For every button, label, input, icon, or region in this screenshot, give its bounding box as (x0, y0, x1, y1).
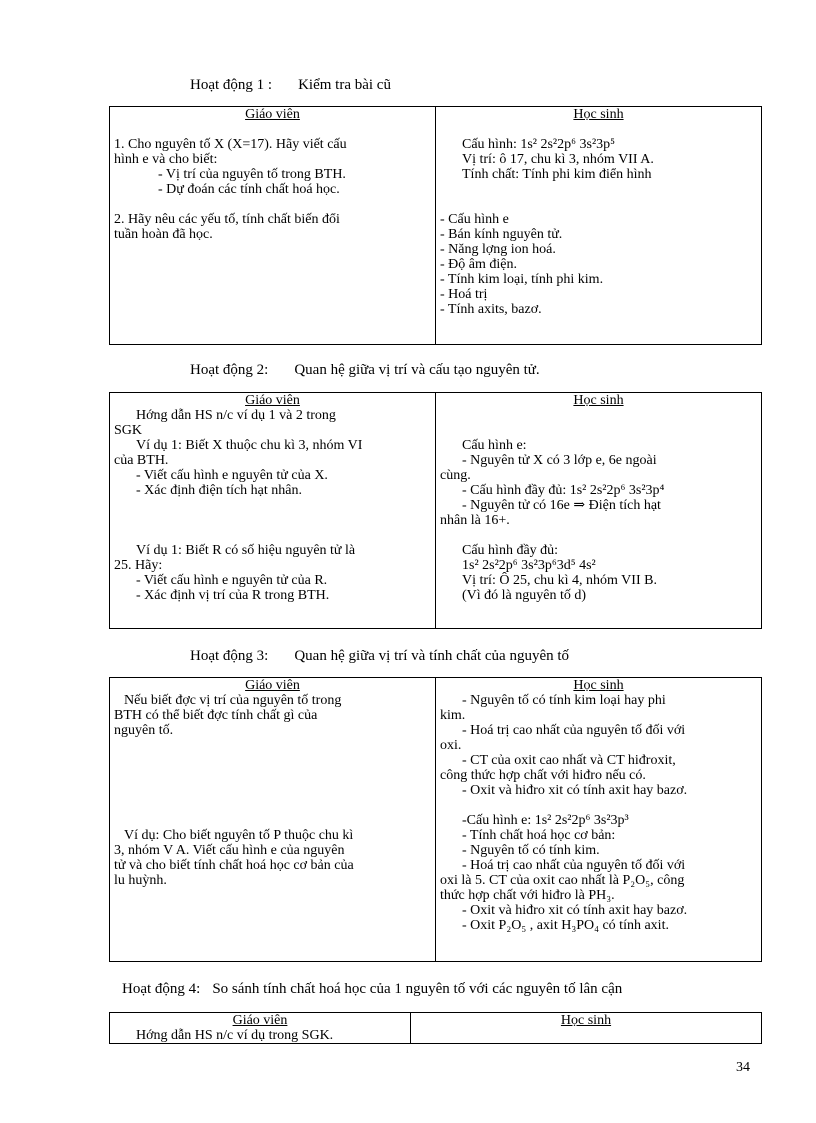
text-line: oxi. (440, 738, 462, 753)
text-line: - Oxit và hiđro xit có tính axit hay bazơ. (462, 783, 688, 798)
text-line: - Dự đoán các tính chất hoá học. (158, 182, 340, 197)
text-line: oxi là 5. CT của oxit cao nhất là P₂O₅, công (440, 873, 685, 888)
text-line: -Cấu hình e: 1s² 2s²2p⁶ 3s²3p³ (462, 813, 629, 828)
text-line: Tính chất: Tính phi kim điển hình (462, 167, 652, 182)
teacher-column (110, 1013, 411, 1044)
teacher-column (110, 393, 436, 629)
activity-2-heading (190, 362, 540, 379)
student-header: Học sinh (573, 107, 624, 122)
activity-3-heading (190, 648, 569, 665)
text-line: - Nguyên tử X có 3 lớp e, 6e ngoài (462, 453, 657, 468)
text-line: - Viết cấu hình e nguyên tử của R. (136, 573, 328, 588)
activity-2-table (109, 392, 762, 629)
text-line: của BTH. (114, 453, 169, 468)
teacher-column (110, 678, 436, 962)
page-number: 34 (736, 1060, 750, 1075)
student-header: Học sinh (560, 1013, 612, 1028)
text-line: Cấu hình e: (462, 438, 527, 453)
text-line: Vị trí: ô 17, chu kì 3, nhóm VII A. (462, 152, 654, 167)
activity-3-table (109, 677, 762, 962)
text-line: - Nguyên tử có 16e ⇒ Điện tích hạt (462, 498, 661, 513)
text-line: 3, nhóm V A. Viết cấu hình e của nguyên (114, 843, 345, 858)
activity-4-table (109, 1012, 762, 1044)
text-line: 1. Cho nguyên tố X (X=17). Hãy viết cấu (114, 137, 347, 152)
text-line: 25. Hãy: (114, 558, 163, 573)
teacher-header: Giáo viên (245, 393, 300, 408)
text-line: công thức hợp chất với hiđro nếu có. (440, 768, 646, 783)
text-line: - Nguyên tố có tính kim loại hay phi (462, 693, 666, 708)
activity-1-title: Kiểm tra bài cũ (298, 77, 391, 93)
student-header: Học sinh (573, 393, 624, 408)
activity-4-title: So sánh tính chất hoá học của 1 nguyên tố với các nguyên tố lân cận (212, 981, 623, 997)
text-line: tuần hoàn đã học. (114, 227, 213, 242)
activity-1-heading (190, 77, 391, 94)
text-line: - Hoá trị (440, 287, 488, 302)
text-line: Nếu biết đợc vị trí của nguyên tố trong (124, 693, 342, 708)
text-line: lu huỳnh. (114, 873, 167, 888)
text-line: - Xác định điện tích hạt nhân. (136, 483, 303, 498)
text-line: 2. Hãy nêu các yếu tố, tính chất biến đổi (114, 212, 340, 227)
text-line: BTH có thể biết đợc tính chất gì của (114, 708, 318, 723)
text-line: thức hợp chất với hiđro là PH₃. (440, 888, 615, 903)
text-line: - Bán kính nguyên tử. (440, 227, 563, 242)
text-line: kim. (440, 708, 466, 723)
text-line: 1s² 2s²2p⁶ 3s²3p⁶3d⁵ 4s² (462, 558, 596, 573)
text-line: - Cấu hình e (440, 212, 509, 227)
text-line: - Oxit và hiđro xit có tính axit hay bazơ. (462, 903, 688, 918)
teacher-header: Giáo viên (245, 107, 300, 122)
activity-4-heading (122, 981, 622, 998)
teacher-header: Giáo viên (245, 678, 300, 693)
text-line: Ví dụ 1: Biết R có số hiệu nguyên tử là (136, 543, 356, 558)
text-line: hình e và cho biết: (114, 152, 218, 167)
text-line: - Vị trí của nguyên tố trong BTH. (158, 167, 346, 182)
text-line: Hớng dẫn HS n/c ví dụ trong SGK. (136, 1028, 334, 1043)
text-line: - Nguyên tố có tính kim. (462, 843, 600, 858)
text-line: cùng. (440, 468, 471, 483)
text-line: - Tính axits, bazơ. (440, 302, 542, 317)
student-header: Học sinh (573, 678, 624, 693)
text-line: - Hoá trị cao nhất của nguyên tố đối với (462, 723, 686, 738)
text-line: - Oxit P₂O₅ , axit H₃PO₄ có tính axit. (462, 918, 669, 933)
student-column (436, 678, 762, 962)
teacher-column (110, 107, 436, 345)
text-line: - CT của oxit cao nhất và CT hiđroxit, (462, 753, 676, 768)
student-column (411, 1013, 762, 1044)
text-line: - Cấu hình đầy đủ: 1s² 2s²2p⁶ 3s²3p⁴ (462, 483, 665, 498)
student-column (436, 107, 762, 345)
activity-4-label: Hoạt động 4: (122, 981, 201, 997)
text-line: - Tính chất hoá học cơ bản: (462, 828, 616, 843)
activity-1-label: Hoạt động 1 : (190, 77, 273, 93)
text-line: Ví dụ 1: Biết X thuộc chu kì 3, nhóm VI (136, 438, 363, 453)
activity-1-table (109, 106, 762, 345)
text-line: tử và cho biết tính chất hoá học cơ bản của (114, 858, 354, 873)
text-line: - Viết cấu hình e nguyên tử của X. (136, 468, 328, 483)
activity-3-label: Hoạt động 3: (190, 648, 269, 664)
student-column (436, 393, 762, 629)
text-line: - Độ âm điện. (440, 257, 517, 272)
teacher-header: Giáo viên (232, 1013, 288, 1028)
text-line: Hớng dẫn HS n/c ví dụ 1 và 2 trong (136, 408, 336, 423)
activity-2-title: Quan hệ giữa vị trí và cấu tạo nguyên tử. (294, 362, 540, 378)
text-line: - Xác định vị trí của R trong BTH. (136, 588, 330, 603)
text-line: nhân là 16+. (440, 513, 510, 528)
text-line: (Vì đó là nguyên tố d) (462, 588, 587, 603)
text-line: - Năng lợng ion hoá. (440, 242, 556, 257)
text-line: Vị trí: Ô 25, chu kì 4, nhóm VII B. (462, 573, 657, 588)
activity-2-label: Hoạt động 2: (190, 362, 269, 378)
activity-3-title: Quan hệ giữa vị trí và tính chất của nguyên tố (294, 648, 570, 664)
text-line: SGK (114, 423, 143, 438)
text-line: Cấu hình đầy đủ: (462, 543, 559, 558)
text-line: - Tính kim loại, tính phi kim. (440, 272, 604, 287)
text-line: Ví dụ: Cho biết nguyên tố P thuộc chu kì (124, 828, 354, 843)
text-line: nguyên tố. (114, 723, 174, 738)
text-line: - Hoá trị cao nhất của nguyên tố đối với (462, 858, 686, 873)
text-line: Cấu hình: 1s² 2s²2p⁶ 3s²3p⁵ (462, 137, 616, 152)
